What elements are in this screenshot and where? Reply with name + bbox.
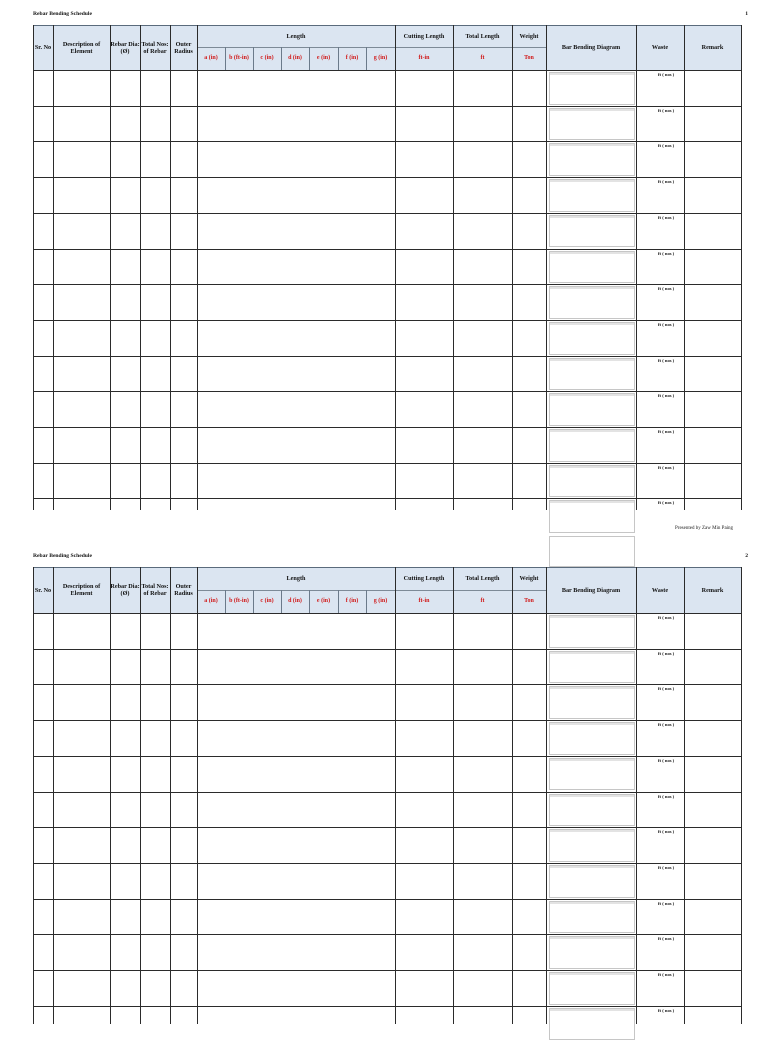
header-bar-bending-diagram: Bar Bending Diagram (561, 586, 621, 594)
table-row (33, 1006, 741, 1007)
header-remark: Remark (701, 44, 724, 51)
bar-bending-diagram-box[interactable] (549, 972, 635, 1005)
waste-value[interactable]: ft ( nos ) (658, 864, 675, 870)
header-cutting-length: Cutting Length (403, 32, 445, 40)
header-description: Description of Element (62, 583, 101, 597)
diagram-frame (550, 1009, 634, 1011)
column-rule (684, 567, 685, 1024)
header-divider (366, 590, 367, 613)
header-sr-no: Sr. No (34, 586, 52, 594)
header-weight: Weight (519, 32, 539, 40)
header-cutting-length: Cutting Length (403, 575, 445, 582)
diagram-frame (550, 687, 634, 689)
waste-value[interactable]: ft ( nos ) (658, 429, 675, 434)
diagram-frame (550, 616, 634, 618)
column-rule (453, 567, 454, 1024)
header-divider (338, 590, 339, 613)
header-length-sub: a (in) (204, 55, 218, 61)
header-length-sub: f (in) (345, 55, 359, 61)
header-divider (309, 590, 310, 613)
header-waste: Waste (651, 44, 669, 51)
bar-bending-diagram-box[interactable] (549, 758, 635, 791)
waste-value[interactable]: ft ( nos ) (658, 722, 675, 728)
column-rule (512, 567, 513, 1024)
header-total-length-unit: ft (480, 55, 485, 61)
bar-bending-diagram-box[interactable] (549, 615, 635, 648)
diagram-frame (550, 759, 634, 761)
waste-value[interactable]: ft ( nos ) (658, 286, 675, 292)
header-divider (197, 590, 546, 591)
header-outer-radius: Outer Radius (174, 40, 193, 55)
header-total-nos: Total Nos: of Rebar (141, 583, 169, 597)
table-row (33, 827, 741, 828)
column-rule (546, 567, 547, 1024)
header-length-sub: c (in) (260, 55, 274, 61)
diagram-frame (550, 902, 634, 904)
waste-value[interactable]: ft ( nos ) (658, 500, 675, 506)
bar-bending-diagram-box[interactable] (549, 865, 635, 898)
header-length-sub: c (in) (260, 598, 274, 604)
column-rule (110, 567, 111, 1024)
table-row (33, 792, 741, 793)
header-cutting-length-unit: ft-in (418, 55, 430, 61)
page-title: Rebar Bending Schedule (33, 11, 92, 17)
header-length-sub: f (in) (345, 598, 359, 604)
header-length-sub: e (in) (316, 55, 331, 61)
header-total-length: Total Length (465, 32, 500, 40)
table-row (33, 613, 741, 614)
table-row (33, 684, 741, 685)
header-length: Length (286, 575, 306, 582)
column-rule (33, 567, 34, 1024)
bar-bending-diagram-box[interactable] (549, 936, 635, 969)
bar-bending-diagram-box[interactable] (549, 686, 635, 719)
waste-value[interactable]: ft ( nos ) (658, 143, 675, 149)
waste-value[interactable]: ft ( nos ) (658, 72, 675, 77)
waste-value[interactable]: ft ( nos ) (658, 972, 675, 977)
header-total-length: Total Length (465, 575, 500, 582)
table-row (33, 756, 741, 757)
table-row (33, 899, 741, 900)
header-length-sub: b (ft-in) (229, 598, 249, 604)
header-divider (253, 590, 254, 613)
page-title: Rebar Bending Schedule (33, 553, 92, 559)
waste-value[interactable]: ft ( nos ) (658, 615, 675, 620)
diagram-frame (550, 973, 634, 975)
column-rule (395, 567, 396, 1024)
column-rule (197, 567, 198, 1024)
waste-value[interactable]: ft ( nos ) (658, 321, 675, 327)
waste-value[interactable]: ft ( nos ) (658, 900, 675, 906)
waste-value[interactable]: ft ( nos ) (658, 393, 675, 399)
waste-value[interactable]: ft ( nos ) (658, 650, 675, 656)
table-row (33, 649, 741, 650)
waste-value[interactable]: ft ( nos ) (658, 214, 675, 220)
header-sr-no: Sr. No (34, 44, 52, 51)
header-length-sub: d (in) (288, 55, 302, 61)
header-weight-unit: Ton (524, 598, 534, 604)
header-rebar-dia: Rebar Dia: (Ø) (110, 40, 140, 55)
header-length-sub: b (ft-in) (229, 55, 249, 61)
waste-value[interactable]: ft ( nos ) (658, 936, 675, 942)
bar-bending-diagram-box[interactable] (549, 901, 635, 934)
waste-value[interactable]: ft ( nos ) (658, 464, 675, 470)
header-weight-unit: Ton (524, 55, 534, 61)
column-rule (170, 567, 171, 1024)
table-row (33, 934, 741, 935)
waste-value[interactable]: ft ( nos ) (658, 107, 675, 113)
waste-value[interactable]: ft ( nos ) (658, 829, 675, 835)
diagram-frame (550, 830, 634, 832)
waste-value[interactable]: ft ( nos ) (658, 686, 675, 692)
diagram-frame (550, 866, 634, 868)
header-outer-radius: Outer Radius (174, 583, 193, 597)
header-total-nos: Total Nos: of Rebar (141, 40, 169, 55)
header-weight: Weight (519, 575, 539, 582)
waste-value[interactable]: ft ( nos ) (658, 179, 675, 185)
bar-bending-diagram-box[interactable] (549, 829, 635, 862)
column-rule (140, 567, 141, 1024)
table-row (33, 863, 741, 864)
header-description: Description of Element (62, 40, 101, 55)
waste-value[interactable]: ft ( nos ) (658, 757, 675, 763)
header-length-sub: g (in) (373, 598, 388, 604)
bar-bending-diagram-box[interactable] (549, 722, 635, 755)
column-rule (636, 567, 637, 1024)
header-cutting-length-unit: ft-in (418, 598, 430, 604)
waste-value[interactable]: ft ( nos ) (658, 250, 675, 256)
diagram-frame (550, 723, 634, 725)
column-rule (741, 567, 742, 1024)
header-rebar-dia: Rebar Dia: (Ø) (110, 583, 140, 597)
diagram-frame (550, 652, 634, 654)
header-waste: Waste (651, 586, 669, 594)
column-rule (53, 567, 54, 1024)
diagram-frame (550, 937, 634, 939)
header-length-sub: a (in) (204, 598, 218, 604)
footer-credit: Presented by Zaw Min Paing (675, 526, 734, 531)
waste-value[interactable]: ft ( nos ) (658, 793, 675, 799)
header-divider (281, 590, 282, 613)
header-length-sub: g (in) (373, 55, 388, 61)
table-row (33, 720, 741, 721)
header-length-sub: e (in) (316, 598, 331, 604)
page-number: 2 (745, 553, 748, 559)
header-bar-bending-diagram: Bar Bending Diagram (561, 44, 621, 51)
header-length-sub: d (in) (288, 598, 302, 604)
waste-value[interactable]: ft ( nos ) (658, 1007, 675, 1013)
page-number: 1 (745, 11, 748, 17)
bar-bending-diagram-box[interactable] (549, 794, 635, 827)
header-total-length-unit: ft (480, 598, 485, 604)
header-length: Length (286, 32, 306, 40)
header-divider (225, 590, 226, 613)
table-row (33, 970, 741, 971)
waste-value[interactable]: ft ( nos ) (658, 357, 675, 363)
bar-bending-diagram-box[interactable] (549, 651, 635, 684)
diagram-frame (550, 795, 634, 797)
header-remark: Remark (701, 586, 724, 594)
